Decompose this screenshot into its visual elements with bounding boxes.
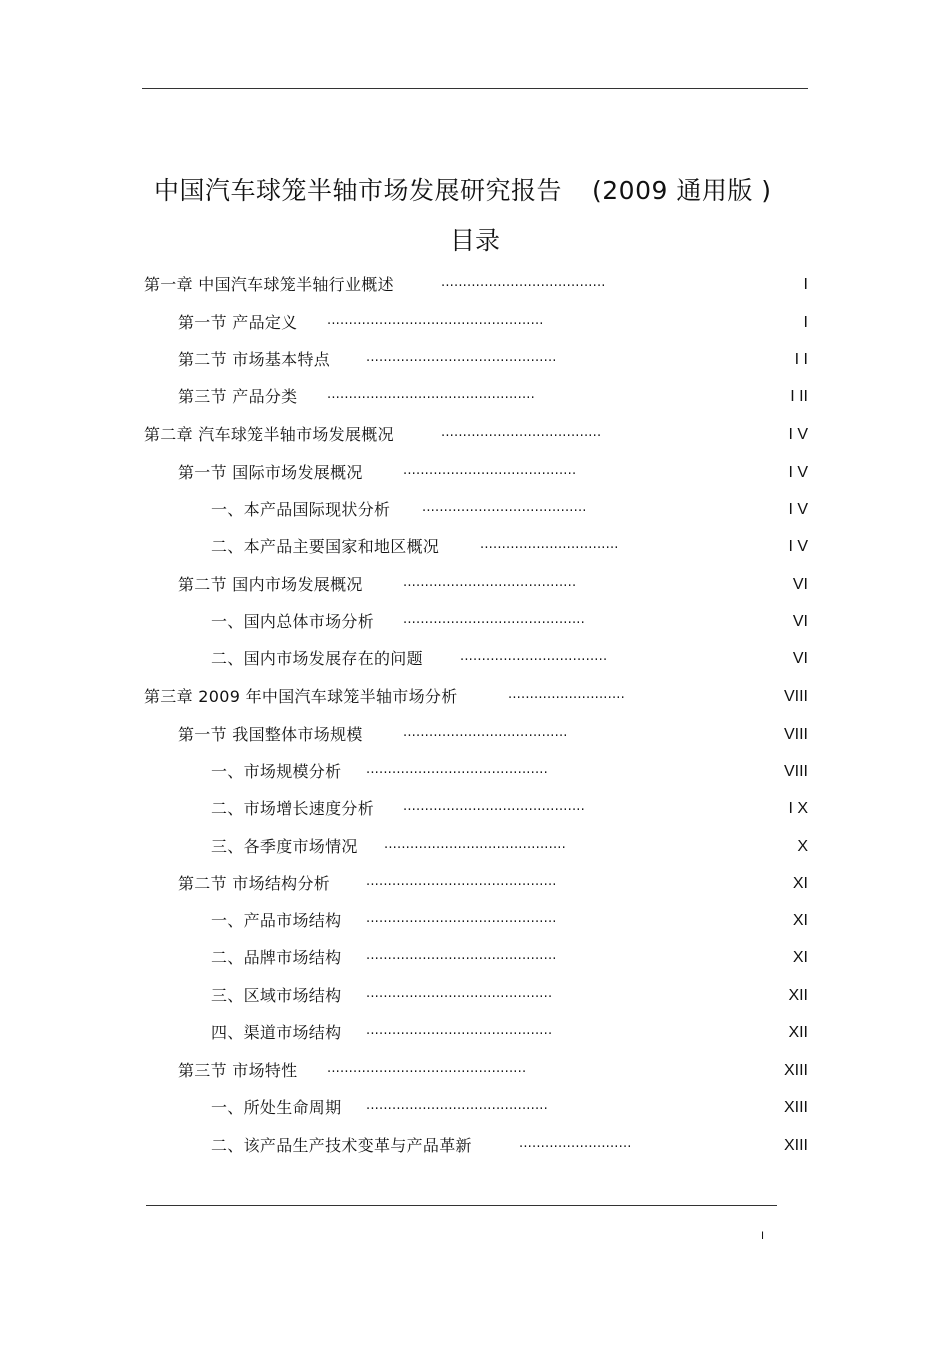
toc-entry-leader: ...........................................	[366, 986, 553, 1001]
toc-entry-leader: ..........................................	[403, 799, 585, 814]
toc-entry-title: 二、市场增长速度分析	[211, 799, 375, 818]
toc-entry[interactable]	[0, 865, 950, 903]
toc-entry-page: XI	[792, 949, 808, 966]
toc-entry[interactable]	[0, 1052, 950, 1090]
toc-entry-page: I V	[788, 426, 808, 443]
toc-entry-page: VI	[792, 650, 808, 667]
toc-entry[interactable]	[0, 1089, 950, 1127]
toc-entry-title: 一、所处生命周期	[211, 1098, 342, 1117]
toc-entry-title: 第一节 产品定义	[178, 313, 298, 332]
toc-entry-leader: ......................................	[441, 275, 606, 290]
toc-entry-title: 第二节 市场基本特点	[178, 350, 331, 369]
toc-entry[interactable]	[0, 304, 950, 342]
toc-entry[interactable]	[0, 454, 950, 492]
toc-entry-page: I I	[794, 351, 808, 368]
toc-entry[interactable]	[0, 753, 950, 791]
toc-entry-title: 第三章 2009 年中国汽车球笼半轴市场分析	[144, 687, 458, 706]
toc-entry-title: 第一节 国际市场发展概况	[178, 463, 363, 482]
toc-entry[interactable]	[0, 416, 950, 454]
toc-entry-leader: ............................................	[366, 350, 557, 365]
toc-entry-page: VIII	[783, 726, 808, 743]
toc-entry-page: VIII	[783, 763, 808, 780]
toc-entry-page: I V	[788, 464, 808, 481]
footer-rule	[146, 1205, 777, 1206]
toc-entry[interactable]	[0, 640, 950, 678]
toc-entry-title: 一、市场规模分析	[211, 762, 342, 781]
toc-entry[interactable]	[0, 939, 950, 977]
toc-entry-title: 第三节 产品分类	[178, 387, 298, 406]
title-edition: (2009 通用版 )	[592, 176, 772, 205]
toc-entry-title: 第二节 国内市场发展概况	[178, 575, 363, 594]
toc-entry-leader: .....................................	[441, 425, 602, 440]
toc-entry[interactable]	[0, 716, 950, 754]
toc-entry-leader: ..........................................	[384, 837, 566, 852]
toc-entry-title: 第一节 我国整体市场规模	[178, 725, 363, 744]
toc-entry-title: 第二章 汽车球笼半轴市场发展概况	[144, 425, 394, 444]
toc-entry-title: 第一章 中国汽车球笼半轴行业概述	[144, 275, 394, 294]
toc-entry[interactable]	[0, 528, 950, 566]
toc-heading: 目录	[449, 226, 500, 255]
toc-entry-page: XI	[792, 875, 808, 892]
toc-entry-leader: ............................................	[366, 948, 557, 963]
toc-entry[interactable]	[0, 790, 950, 828]
title-text: 中国汽车球笼半轴市场发展研究报告	[154, 176, 563, 205]
toc-entry-title: 一、产品市场结构	[211, 911, 342, 930]
toc-entry[interactable]	[0, 378, 950, 416]
toc-entry-title: 二、国内市场发展存在的问题	[211, 649, 423, 668]
toc-entry-leader: ..................................................	[327, 313, 544, 328]
document-title	[154, 172, 814, 210]
toc-entry[interactable]	[0, 566, 950, 604]
toc-entry[interactable]	[0, 603, 950, 641]
toc-entry-title: 一、国内总体市场分析	[211, 612, 375, 631]
toc-entry[interactable]	[0, 678, 950, 716]
toc-entry-leader: ......................................	[422, 500, 587, 515]
toc-entry-page: VI	[792, 576, 808, 593]
toc-entry-page: XIII	[783, 1062, 808, 1079]
toc-entry-leader: ..................................	[460, 649, 608, 664]
toc-entry[interactable]	[0, 828, 950, 866]
toc-entry[interactable]	[0, 902, 950, 940]
toc-entry-leader: ............................................	[366, 874, 557, 889]
toc-entry-title: 一、本产品国际现状分析	[211, 500, 391, 519]
toc-entry-leader: ..........................................	[366, 1098, 548, 1113]
toc-entry-leader: ................................	[480, 537, 619, 552]
toc-entry-title: 三、区域市场结构	[211, 986, 342, 1005]
toc-entry-leader: ................................................	[327, 387, 535, 402]
page-number: I	[761, 1230, 765, 1242]
toc-entry-page: I V	[788, 501, 808, 518]
table-of-contents	[0, 266, 950, 1166]
toc-entry-page: I	[803, 314, 808, 331]
toc-entry-page: XII	[788, 987, 808, 1004]
toc-entry-page: I V	[788, 538, 808, 555]
toc-entry-title: 二、本产品主要国家和地区概况	[211, 537, 440, 556]
toc-entry-leader: ..........................................	[366, 762, 548, 777]
toc-entry-leader: ............................................	[366, 911, 557, 926]
toc-entry-title: 二、该产品生产技术变革与产品革新	[211, 1136, 472, 1155]
toc-entry-title: 四、渠道市场结构	[211, 1023, 342, 1042]
toc-entry-leader: ........................................	[403, 463, 577, 478]
toc-entry-page: XI	[792, 912, 808, 929]
toc-entry-title: 二、品牌市场结构	[211, 948, 342, 967]
toc-entry[interactable]	[0, 1127, 950, 1165]
toc-entry-page: I X	[788, 800, 808, 817]
toc-entry-leader: ........................................	[403, 575, 577, 590]
toc-entry-page: I II	[790, 388, 808, 405]
toc-entry-page: XII	[788, 1024, 808, 1041]
toc-entry-leader: ..........................	[519, 1136, 632, 1151]
header-rule	[142, 88, 808, 89]
toc-entry-title: 第三节 市场特性	[178, 1061, 298, 1080]
toc-entry-leader: ......................................	[403, 725, 568, 740]
toc-entry[interactable]	[0, 1014, 950, 1052]
toc-entry-page: XIII	[783, 1099, 808, 1116]
toc-entry-page: X	[797, 838, 808, 855]
toc-entry-title: 三、各季度市场情况	[211, 837, 358, 856]
toc-entry-page: VI	[792, 613, 808, 630]
toc-entry-leader: ...........................................	[366, 1023, 553, 1038]
toc-entry-page: XIII	[783, 1137, 808, 1154]
toc-entry-page: I	[803, 276, 808, 293]
toc-entry[interactable]	[0, 491, 950, 529]
toc-entry[interactable]	[0, 341, 950, 379]
toc-entry-title: 第二节 市场结构分析	[178, 874, 331, 893]
toc-entry-page: VIII	[783, 688, 808, 705]
toc-entry-leader: ..........................................	[403, 612, 585, 627]
toc-entry[interactable]	[0, 977, 950, 1015]
toc-entry[interactable]	[0, 266, 950, 304]
toc-entry-leader: ...........................	[508, 687, 625, 702]
toc-entry-leader: ..............................................	[327, 1061, 527, 1076]
